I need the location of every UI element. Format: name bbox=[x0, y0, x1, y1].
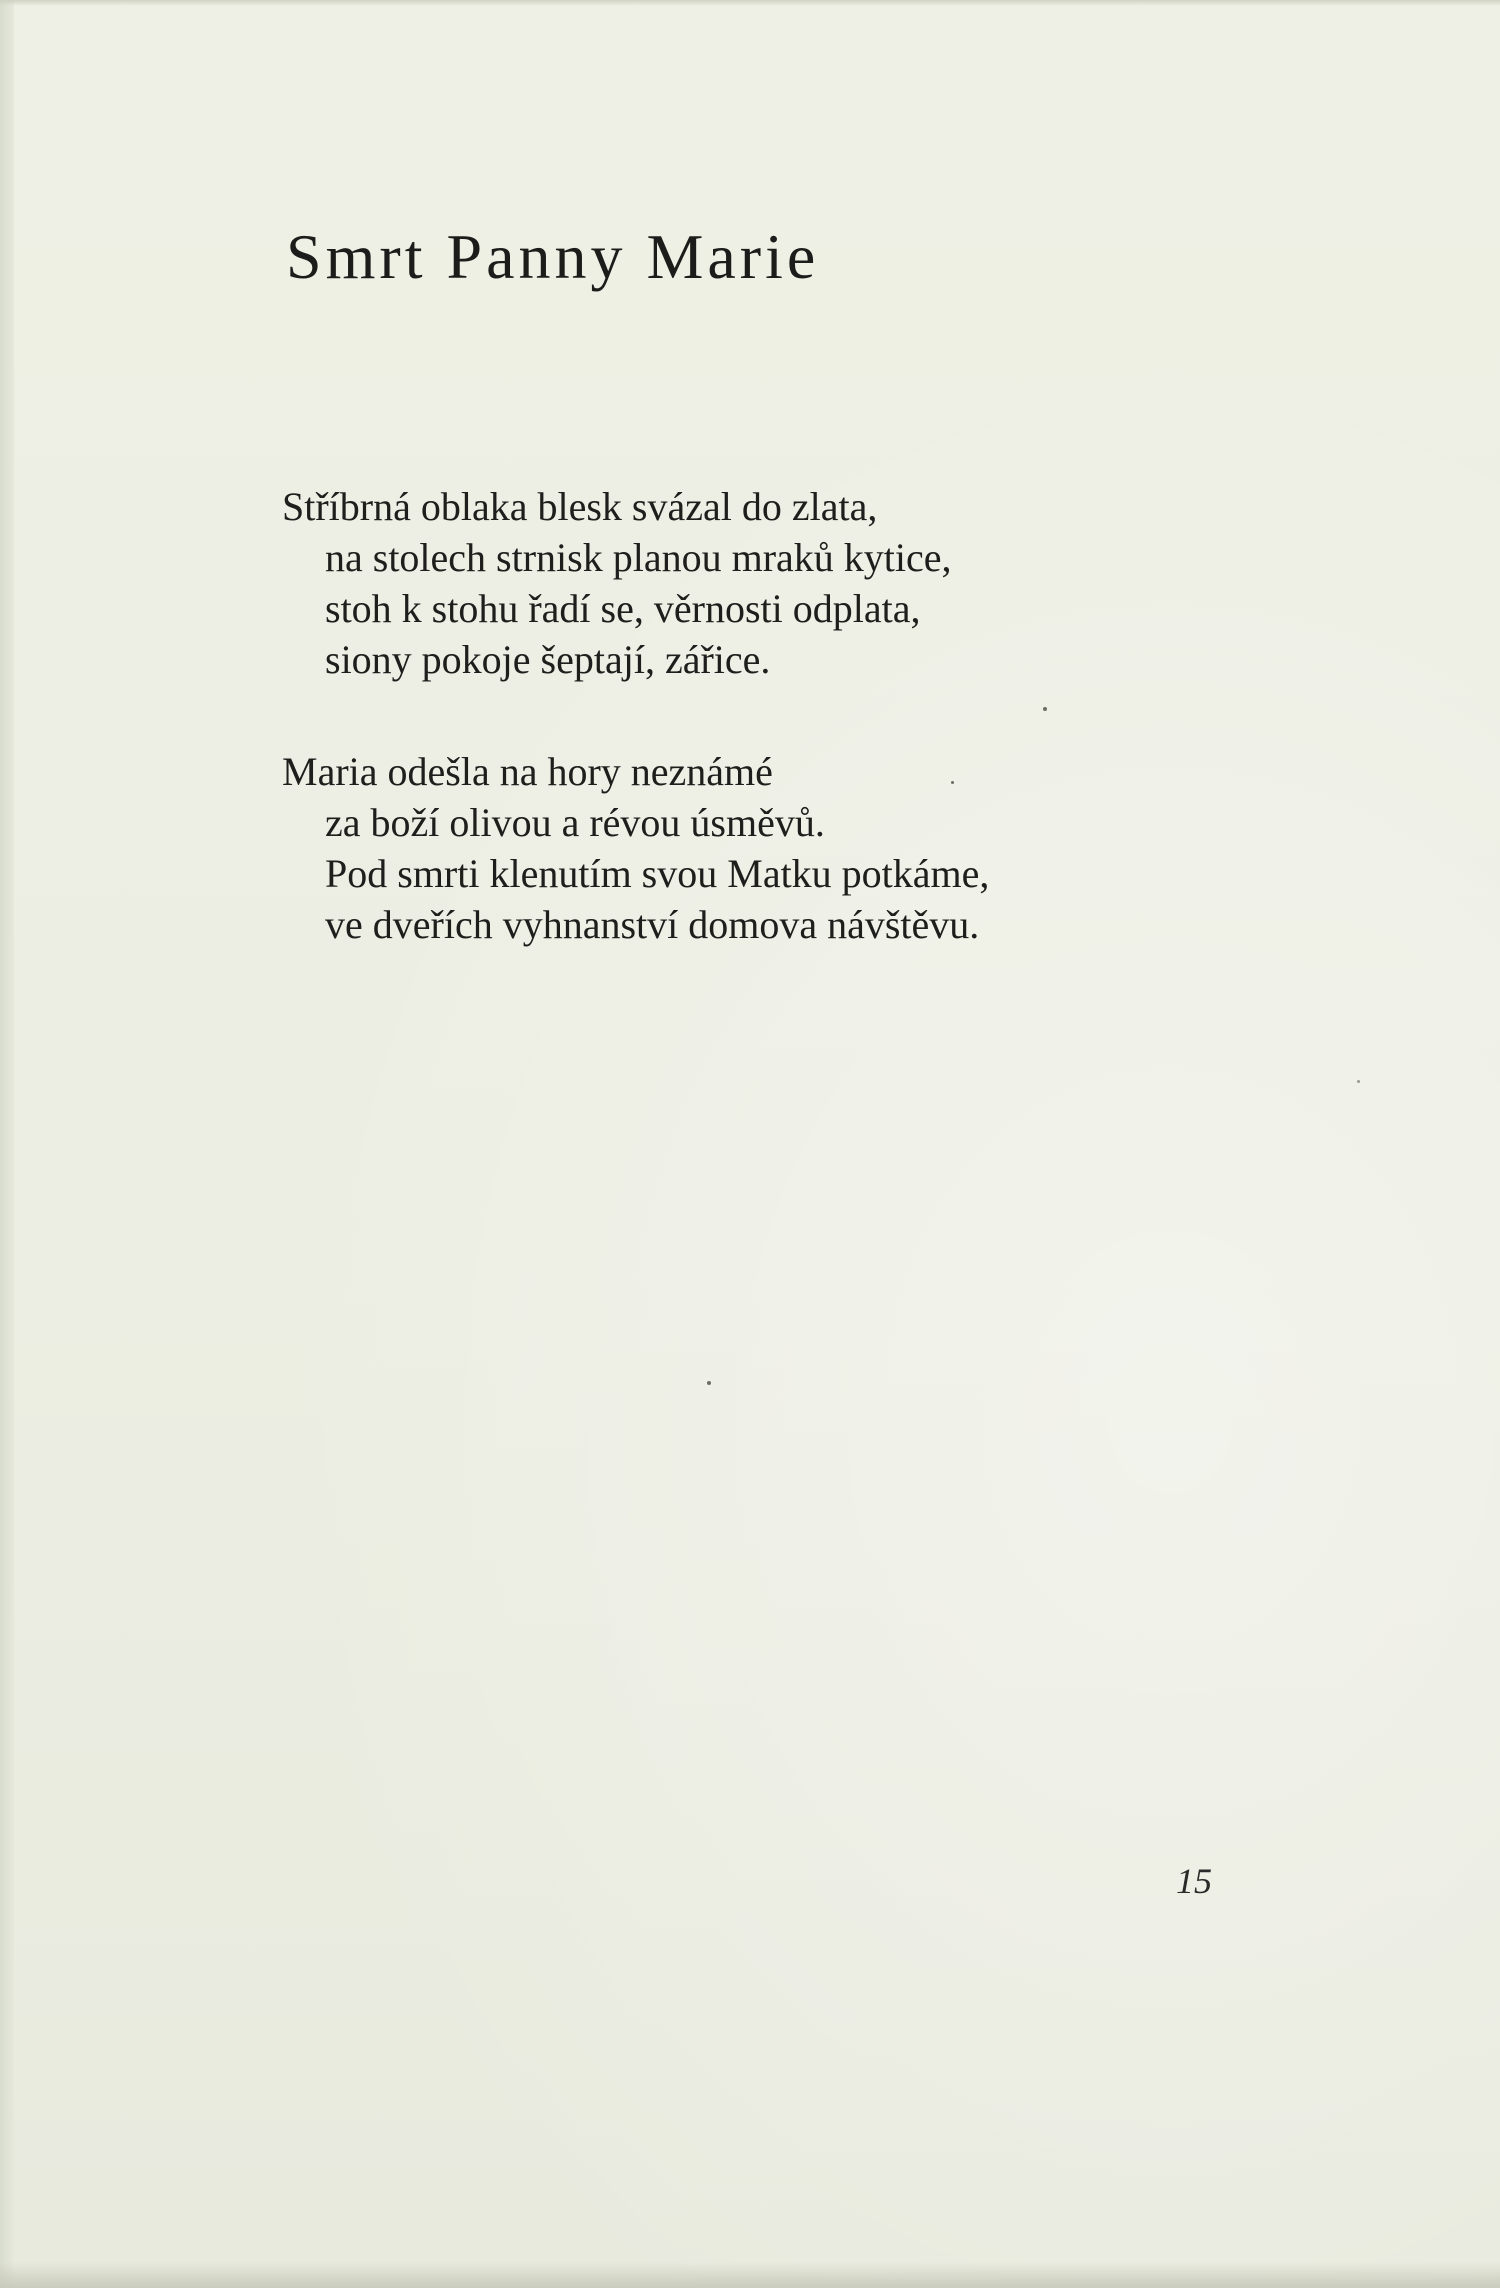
paper-speck bbox=[707, 1381, 711, 1385]
verse-line: stoh k stohu řadí se, věrnosti odplata, bbox=[325, 586, 921, 631]
page-bottom-edge bbox=[0, 2262, 1500, 2288]
verse-line: Maria odešla na hory neznámé bbox=[282, 749, 773, 794]
verse-line: ve dveřích vyhnanství domova návštěvu. bbox=[325, 902, 980, 947]
stanza-1 bbox=[282, 481, 952, 685]
paper-speck bbox=[951, 781, 954, 784]
verse-line: na stolech strnisk planou mraků kytice, bbox=[325, 535, 952, 580]
verse-line: Stříbrná oblaka blesk svázal do zlata, bbox=[282, 484, 878, 529]
verse-line: za boží olivou a révou úsměvů. bbox=[325, 800, 825, 845]
paper-speck bbox=[1043, 707, 1047, 711]
verse-line: siony pokoje šeptají, zářice. bbox=[325, 637, 771, 682]
stanza-2 bbox=[282, 746, 989, 950]
page-top-edge bbox=[0, 0, 1500, 6]
page-number: 15 bbox=[1176, 1861, 1212, 1901]
poem-title: Smrt Panny Marie bbox=[286, 221, 820, 292]
paper-speck bbox=[1357, 1080, 1360, 1083]
page-left-edge bbox=[0, 0, 14, 2288]
verse-line: Pod smrti klenutím svou Matku potkáme, bbox=[325, 851, 990, 896]
